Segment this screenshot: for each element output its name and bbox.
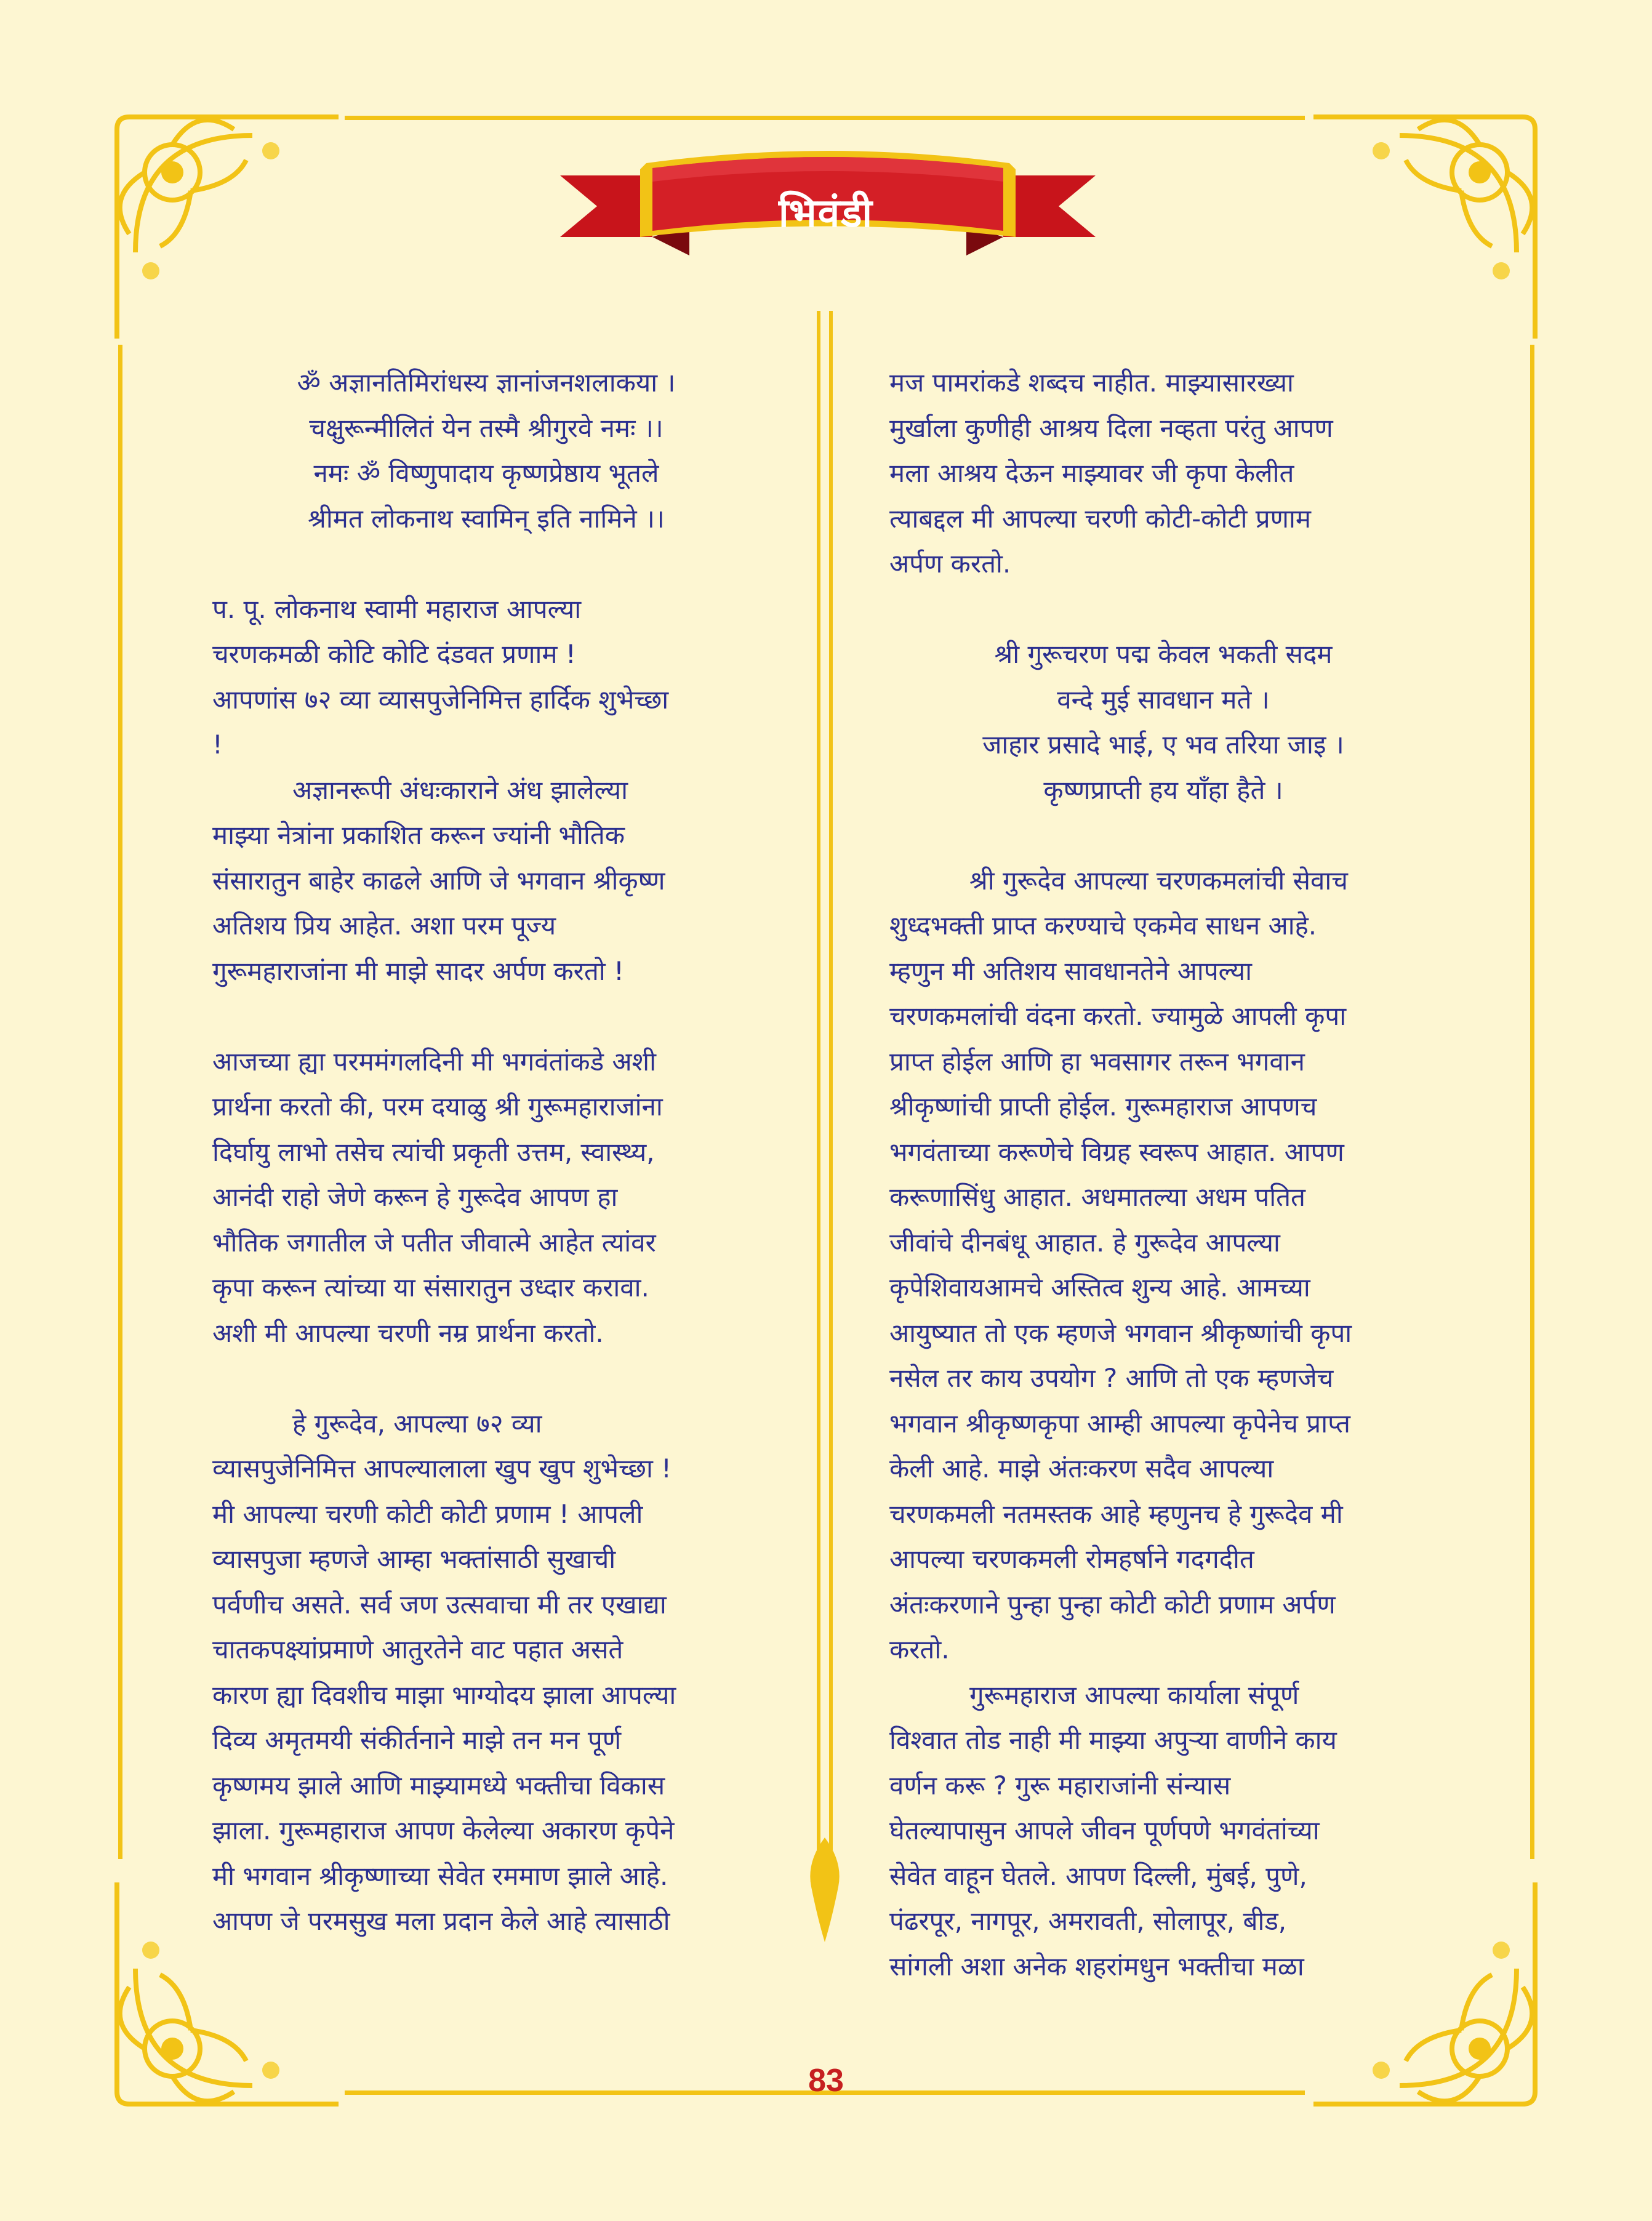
text-line: अर्पण करतो.: [889, 548, 1011, 579]
frame-top-line: [345, 116, 1305, 120]
text-line: हे गुरूदेव, आपल्या ७२ व्या: [292, 1408, 542, 1439]
text-line: करूणासिंधु आहात. अधमातल्या अधम पतित: [889, 1182, 1305, 1212]
text-line: कृष्णमय झाले आणि माझ्यामध्ये भक्तीचा विकास: [212, 1770, 665, 1801]
text-line: प्राप्त होईल आणि हा भवसागर तरून भगवान: [889, 1046, 1305, 1077]
text-line: आयुष्यात तो एक म्हणजे भगवान श्रीकृष्णांची कृपा: [889, 1317, 1352, 1348]
text-line: कृपेशिवायआमचे अस्तित्व शुन्य आहे. आमच्या: [889, 1272, 1310, 1303]
text-line: गुरूमहाराजांना मी माझे सादर अर्पण करतो !: [212, 955, 624, 986]
verse-line: ॐ अज्ञानतिमिरांधस्य ज्ञानांजनशलाकया ।: [297, 367, 676, 398]
text-line: चातकपक्ष्यांप्रमाणे आतुरतेने वाट पहात असते: [212, 1634, 624, 1665]
text-line: जीवांचे दीनबंधू आहात. हे गुरूदेव आपल्या: [889, 1227, 1280, 1258]
text-line: भगवंताच्या करूणेचे विग्रह स्वरूप आहात. आपण: [889, 1136, 1344, 1167]
text-line: प. पू. लोकनाथ स्वामी महाराज आपल्या: [212, 593, 582, 624]
text-line: व्यासपुजेनिमित्त आपल्यालाला खुप खुप शुभेच्छा !: [212, 1453, 672, 1484]
text-line: घेतल्यापासुन आपले जीवन पूर्णपणे भगवंतांच्या: [889, 1815, 1320, 1845]
verse-line: नमः ॐ विष्णुपादाय कृष्णप्रेष्ठाय भूतले: [313, 458, 659, 488]
text-line: मुर्खाला कुणीही आश्रय दिला नव्हता परंतु आपण: [889, 412, 1333, 443]
text-line: पंढरपूर, नागपूर, अमरावती, सोलापूर, बीड,: [889, 1906, 1287, 1936]
text-line: अतिशय प्रिय आहेत. अशा परम पूज्य: [212, 910, 556, 941]
text-line: म्हणुन मी अतिशय सावधानतेने आपल्या: [889, 955, 1252, 986]
text-line: भगवान श्रीकृष्णकृपा आम्ही आपल्या कृपेनेच प्राप्त: [889, 1408, 1350, 1439]
right-column: [889, 360, 1437, 1989]
text-line: आजच्या ह्या परममंगलदिनी मी भगवंतांकडे अशी: [212, 1046, 656, 1077]
text-line: प्रार्थना करतो की, परम दयाळु श्री गुरूमहाराजांना: [212, 1091, 663, 1122]
text-line: चरणकमली नतमस्तक आहे म्हणुनच हे गुरूदेव मी: [889, 1498, 1343, 1529]
text-line: अंतःकरणाने पुन्हा पुन्हा कोटी कोटी प्रणाम अर्पण: [889, 1589, 1336, 1620]
text-line: मला आश्रय देऊन माझ्यावर जी कृपा केलीत: [889, 458, 1294, 488]
frame-left-line: [118, 345, 122, 1859]
verse-line: श्री गुरूचरण पद्म केवल भकती सदम: [994, 639, 1333, 669]
verse-line: जाहार प्रसादे भाई, ए भव तरिया जाइ ।: [982, 729, 1344, 760]
text-line: पर्वणीच असते. सर्व जण उत्सवाचा मी तर एखाद्या: [212, 1589, 667, 1620]
page-title: भिवंडी: [779, 190, 873, 236]
text-line: !: [212, 729, 223, 760]
text-line: कारण ह्या दिवशीच माझा भाग्योदय झाला आपल्या: [212, 1679, 676, 1710]
text-line: आपण जे परमसुख मला प्रदान केले आहे त्यासाठी: [212, 1906, 670, 1936]
text-line: अज्ञानरूपी अंधःकाराने अंध झालेल्या: [292, 774, 628, 805]
text-line: आपल्या चरणकमली रोमहर्षाने गदगदीत: [889, 1544, 1254, 1574]
verse-line: चक्षुरून्मीलितं येन तस्मै श्रीगुरवे नमः ।।: [309, 412, 664, 443]
text-line: सांगली अशा अनेक शहरांमधुन भक्तीचा मळा: [889, 1951, 1304, 1982]
text-line: वर्णन करू ? गुरू महाराजांनी संन्यास: [889, 1770, 1231, 1801]
text-line: कृपा करून त्यांच्या या संसारातुन उध्दार करावा.: [212, 1272, 649, 1303]
text-line: श्रीकृष्णांची प्राप्ती होईल. गुरूमहाराज आपणच: [889, 1091, 1317, 1122]
text-line: सेवेत वाहून घेतले. आपण दिल्ली, मुंबई, पुणे,: [889, 1860, 1307, 1891]
column-divider: [800, 311, 849, 1942]
text-line: झाला. गुरूमहाराज आपण केलेल्या अकारण कृपेने: [212, 1815, 675, 1845]
text-line: चरणकमलांची वंदना करतो. ज्यामुळे आपली कृपा: [889, 1001, 1347, 1031]
text-line: संसारातुन बाहेर काढले आणि जे भगवान श्रीकृष्ण: [212, 865, 665, 896]
text-line: करतो.: [889, 1634, 950, 1665]
verse-line: कृष्णप्राप्ती हय याँहा हैते ।: [1043, 774, 1283, 805]
frame-right-line: [1530, 345, 1534, 1859]
text-line: नसेल तर काय उपयोग ? आणि तो एक म्हणजेच: [889, 1363, 1334, 1393]
text-line: मी भगवान श्रीकृष्णाच्या सेवेत रममाण झाले आहे.: [212, 1860, 668, 1891]
text-line: चरणकमळी कोटि कोटि दंडवत प्रणाम !: [212, 639, 576, 669]
left-column: [212, 360, 760, 1944]
text-line: दिर्घायु लाभो तसेच त्यांची प्रकृती उत्तम, स्वास्थ्य,: [212, 1136, 655, 1167]
text-line: भौतिक जगातील जे पतीत जीवात्मे आहेत त्यांवर: [212, 1227, 656, 1258]
text-line: आनंदी राहो जेणे करून हे गुरूदेव आपण हा: [212, 1182, 618, 1212]
text-line: विश्वात तोड नाही मी माझ्या अपुऱ्या वाणीने काय: [889, 1725, 1337, 1755]
text-line: व्यासपुजा म्हणजे आम्हा भक्तांसाठी सुखाची: [212, 1544, 616, 1574]
text-line: अशी मी आपल्या चरणी नम्र प्रार्थना करतो.: [212, 1317, 604, 1348]
text-line: आपणांस ७२ व्या व्यासपुजेनिमित्त हार्दिक शुभेच्छा: [212, 684, 669, 715]
text-line: दिव्य अमृतमयी संकीर्तनाने माझे तन मन पूर्ण: [212, 1725, 622, 1755]
text-line: मज पामरांकडे शब्दच नाहीत. माझ्यासारख्या: [889, 367, 1294, 398]
text-line: मी आपल्या चरणी कोटी कोटी प्रणाम ! आपली: [212, 1498, 643, 1529]
text-line: गुरूमहाराज आपल्या कार्याला संपूर्ण: [969, 1679, 1299, 1710]
page-number: 83: [808, 2063, 844, 2099]
text-line: शुध्दभक्ती प्राप्त करण्याचे एकमेव साधन आहे.: [889, 910, 1317, 941]
text-line: त्याबद्दल मी आपल्या चरणी कोटी-कोटी प्रणाम: [889, 503, 1312, 534]
text-line: माझ्या नेत्रांना प्रकाशित करून ज्यांनी भौतिक: [212, 820, 625, 850]
text-line: श्री गुरूदेव आपल्या चरणकमलांची सेवाच: [969, 865, 1348, 896]
text-line: केली आहे. माझे अंतःकरण सदैव आपल्या: [889, 1453, 1274, 1484]
verse-line: वन्दे मुई सावधान मते ।: [1057, 684, 1270, 715]
verse-line: श्रीमत लोकनाथ स्वामिन् इति नामिने ।।: [308, 503, 665, 534]
